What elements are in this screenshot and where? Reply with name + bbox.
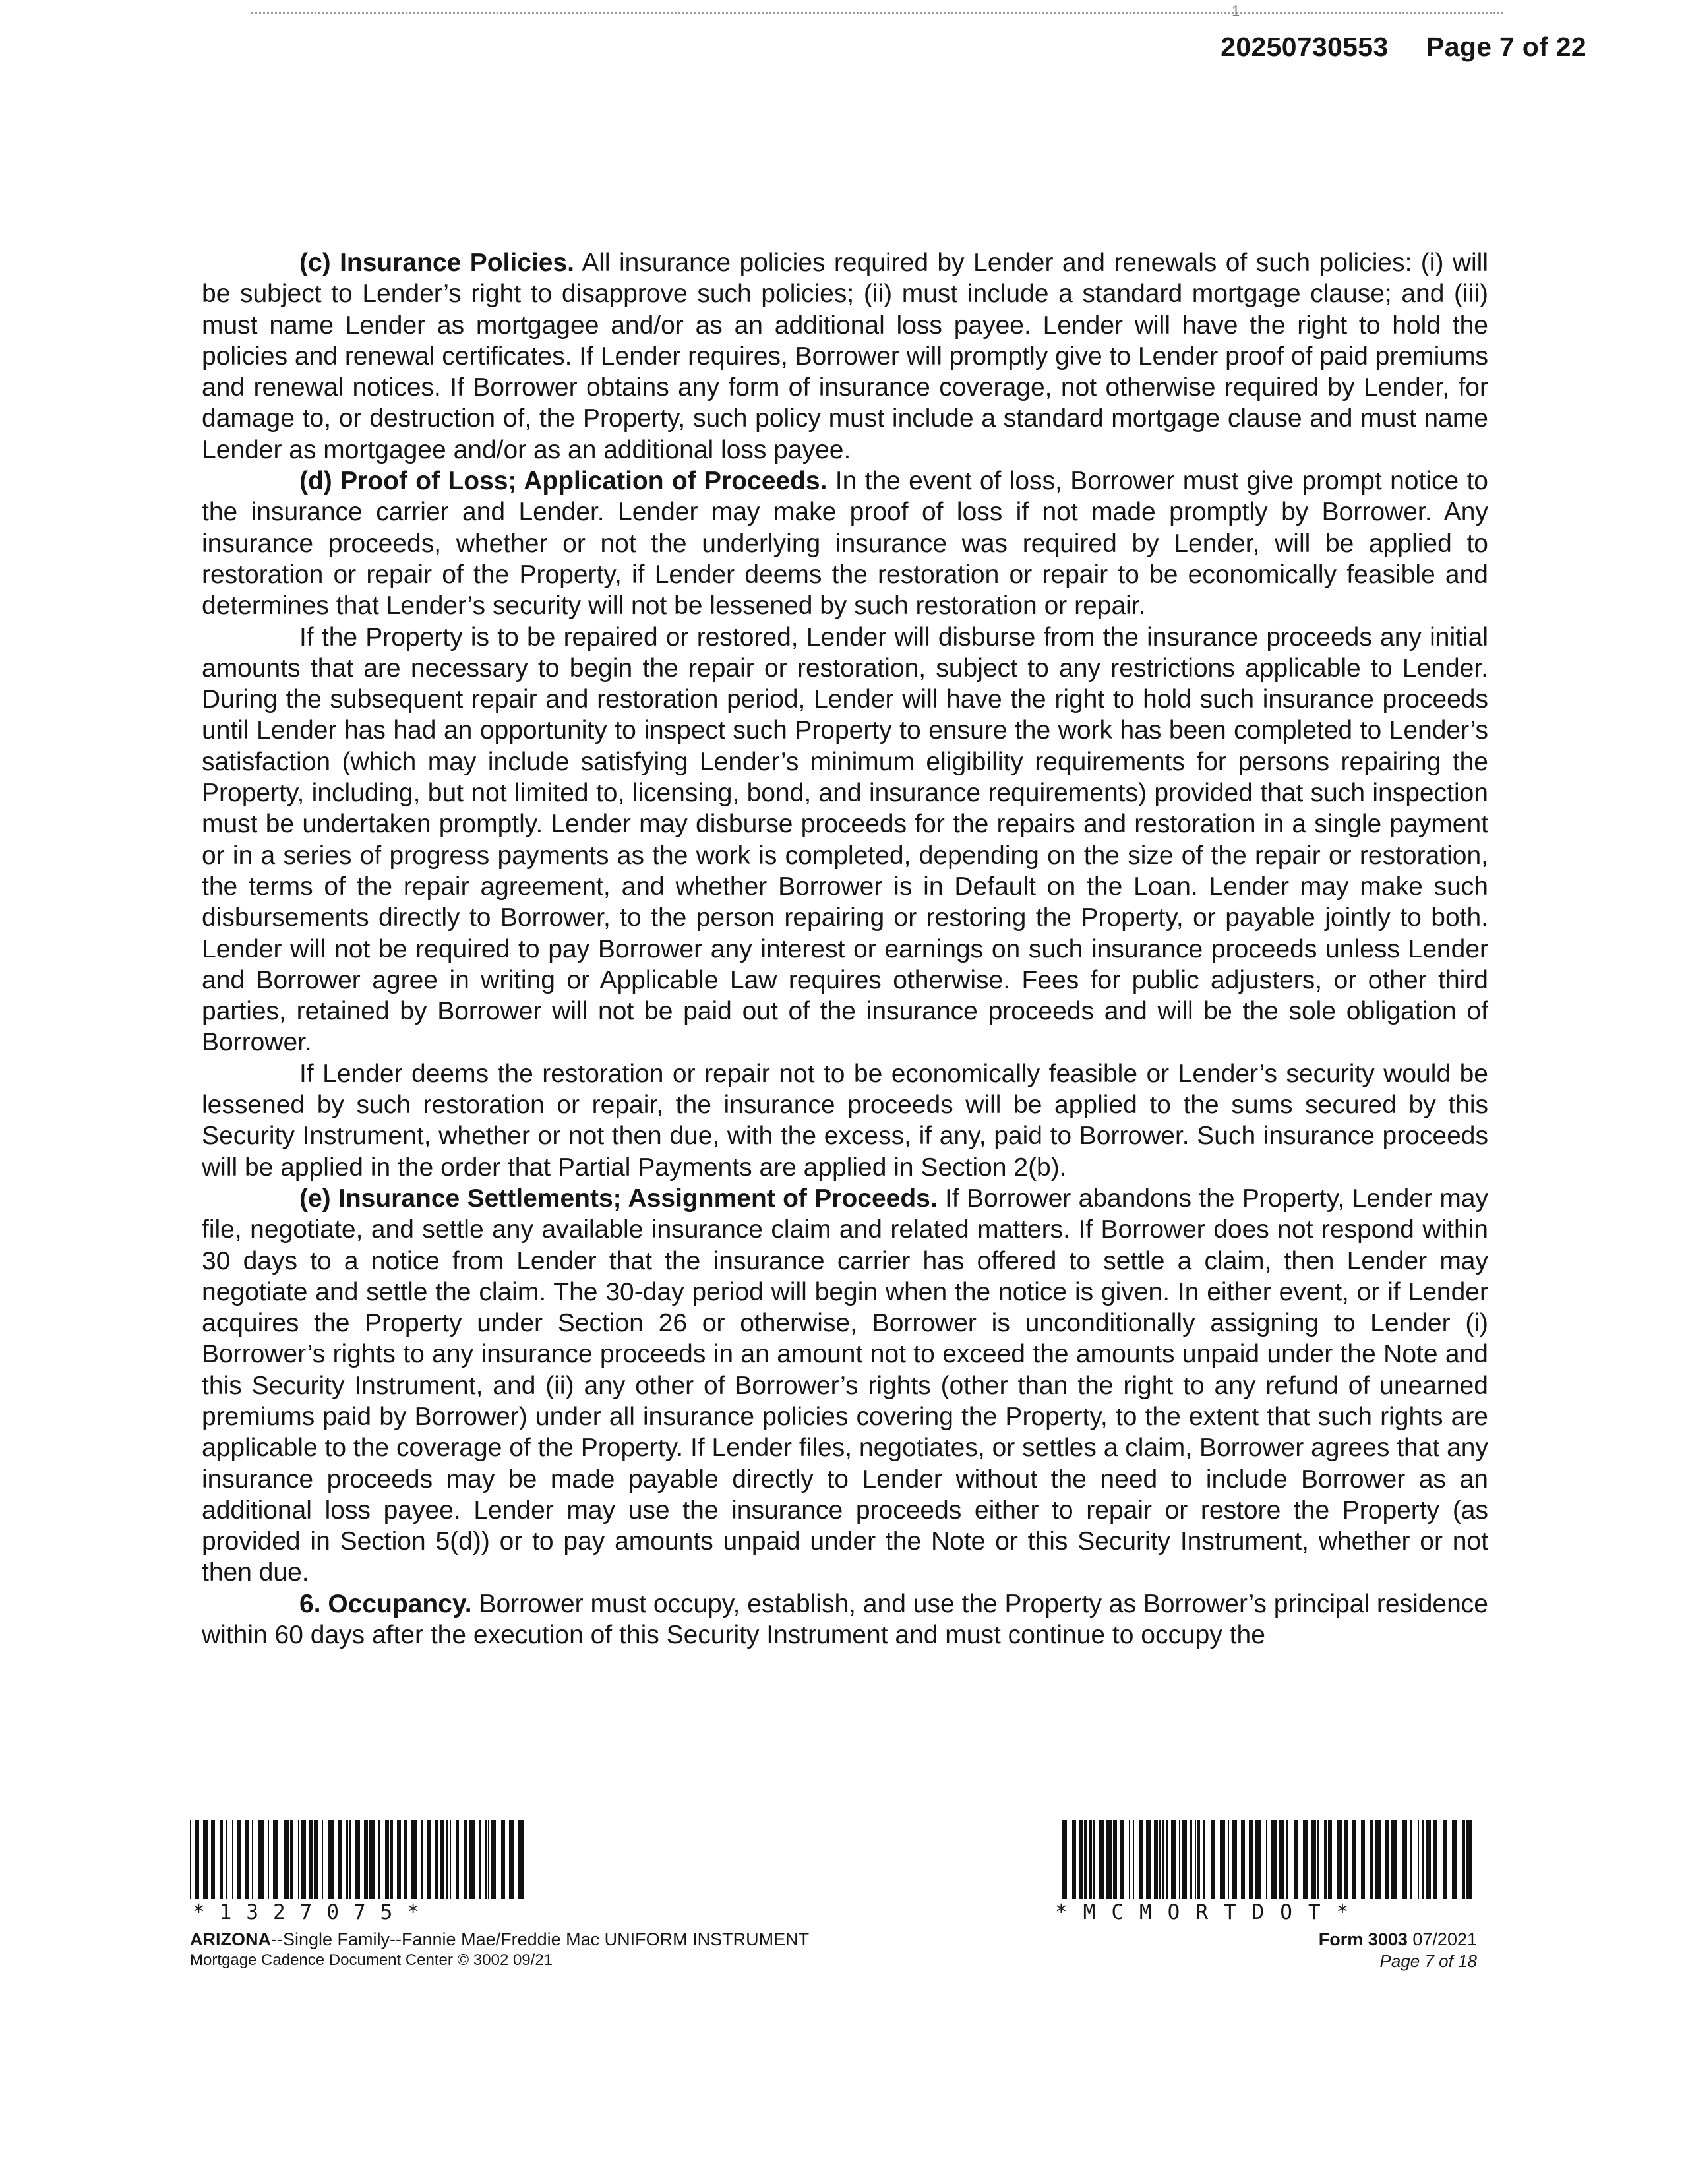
document-number: 20250730553: [1221, 32, 1389, 62]
barcode-bar: [1203, 1820, 1205, 1899]
barcode-bar: [1062, 1820, 1067, 1899]
barcode-bar: [298, 1820, 299, 1899]
barcode-bar: [346, 1820, 348, 1899]
barcode-bar: [1337, 1820, 1342, 1899]
barcode-bar: [1106, 1820, 1112, 1899]
barcode-bar: [1452, 1820, 1457, 1899]
paragraph-6-occupancy: [202, 1589, 1488, 1651]
barcode-bar: [195, 1820, 199, 1899]
paragraph-text: If the Property is to be repaired or restored, Lender will disburse from the insurance proceeds any initial amounts that are necessary to begin the repair or restoration, subject to any restrictions applicable to Lender. During the subsequent repair and restoration period, Lender will have the right to hold such insurance proceeds until Lender has had an opportunity to inspect such Property to ensure the work has been completed to Lender’s satisfaction (which may include satisfying Lender’s minimum eligibility requirements for persons repairing the Property, including, but not limited to, licensing, bond, and insurance requirements) provided that such inspection must be undertaken promptly. Lender may disburse proceeds for the repairs and restoration in a single payment or in a series of progress payments as the work is completed, depending on the size of the repair or restoration, the terms of the repair agreement, and whether Borrower is in Default on the Loan. Lender may make such disbursements directly to Borrower, to the person repairing or restoring the Property, or payable jointly to both. Lender will not be required to pay Borrower any interest or earnings on such insurance proceeds unless Lender and Borrower agree in writing or Applicable Law requires otherwise. Fees for public adjusters, or other third parties, retained by Borrower will not be paid out of the insurance proceeds and will be the sole obligation of Borrower.: [202, 622, 1488, 1057]
barcode-bar: [1079, 1820, 1083, 1899]
barcode-bar: [314, 1820, 318, 1899]
paragraph-text: In the event of loss, Borrower must give prompt notice to the insurance carrier and Lender. Lender may make proof of loss if not made promptly by Borrower. Any insurance proceeds, whether or not the underlying insurance was required by Lender, will be applied to restoration or repair of the Property, if Lender deems the restoration or repair to be economically feasible and determines that Lender’s security will not be lessened by such restoration or repair.: [202, 467, 1488, 621]
barcode-bar: [1385, 1820, 1389, 1899]
barcode-bar: [1462, 1820, 1465, 1899]
barcode-bar: [385, 1820, 389, 1899]
paragraph-text: If Borrower abandons the Property, Lender may file, negotiate, and settle any available insurance claim and related matters. If Borrower does not respond within 30 days to a notice from Lender that the insurance carrier has offered to settle a claim, then Lender may negotiate and settle the claim. The 30-day period will begin when the notice is given. In either event, or if Lender acquires the Property under Section 26 or otherwise, Borrower is unconditionally assigning to Lender (i) Borrower’s rights to any insurance proceeds in an amount not to exceed the amounts unpaid under the Note and this Security Instrument, and (ii) any other of Borrower’s rights (other than the right to any refund of unearned premiums paid by Borrower) under all insurance policies covering the Property, to the extent that such rights are applicable to the coverage of the Property. If Lender files, negotiates, or settles a claim, Borrower agrees that any insurance proceeds may be made payable directly to Lender without the need to include Borrower as an additional loss payee. Lender may use the insurance proceeds either to repair or restore the Property (as provided in Section 5(d)) or to pay amounts unpaid under the Note or this Security Instrument, whether or not then due.: [202, 1184, 1489, 1587]
barcode-bar: [1084, 1820, 1087, 1899]
barcode-bar: [301, 1820, 306, 1899]
barcode-bar: [355, 1820, 360, 1899]
barcode-bar: [456, 1820, 459, 1899]
barcode-bar: [284, 1820, 289, 1899]
barcode-bar: [1352, 1820, 1356, 1899]
barcode-bar: [404, 1820, 407, 1899]
barcode-bar: [1418, 1820, 1419, 1899]
barcode-bar: [1171, 1820, 1176, 1899]
barcode-bar: [1159, 1820, 1160, 1899]
barcode-bar: [237, 1820, 241, 1899]
paragraph-d-not-feasible: [202, 1058, 1488, 1183]
barcode-bar: [1166, 1820, 1168, 1899]
scan-artifact-mark: 1: [1232, 3, 1240, 19]
barcode-bar: [1402, 1820, 1407, 1899]
barcode-bar: [338, 1820, 342, 1899]
doc-type-barcode-text: *MCMORTDOT*: [1055, 1900, 1365, 1924]
form-title: [190, 1929, 915, 1950]
barcode-bar: [1311, 1820, 1316, 1899]
barcode-bar: [1286, 1820, 1288, 1899]
form-number-line: [1055, 1929, 1477, 1950]
barcode-bar: [397, 1820, 401, 1899]
form-date: 07/2021: [1412, 1929, 1477, 1949]
form-number: Form 3003: [1318, 1929, 1408, 1949]
barcode-bar: [469, 1820, 475, 1899]
barcode-bar: [1195, 1820, 1196, 1899]
barcode-bar: [1271, 1820, 1277, 1899]
barcode-bar: [1249, 1820, 1253, 1899]
section-heading: (d) Proof of Loss; Application of Proceeds.: [299, 467, 828, 496]
paragraph-e-insurance-settlements: [202, 1183, 1488, 1589]
barcode-bar: [322, 1820, 323, 1899]
barcode-bar: [1190, 1820, 1192, 1899]
barcode-bar: [1370, 1820, 1373, 1899]
form-subtitle: Mortgage Cadence Document Center © 3002 09/21: [190, 1951, 553, 1969]
section-heading: (c) Insurance Policies.: [299, 249, 574, 277]
barcode-bar: [1089, 1820, 1092, 1899]
paragraph-c-insurance-policies: [202, 247, 1488, 466]
barcode-bar: [1266, 1820, 1267, 1899]
barcode-bar: [1099, 1820, 1104, 1899]
barcode-bar: [1294, 1820, 1298, 1899]
barcode-bar: [203, 1820, 208, 1899]
recording-page-label: Page 7 of 22: [1426, 32, 1586, 62]
barcode-bar: [501, 1820, 505, 1899]
barcode-bar: [290, 1820, 293, 1899]
barcode-bar: [1139, 1820, 1143, 1899]
form-title-state: ARIZONA: [190, 1929, 271, 1949]
barcode-bar: [488, 1820, 489, 1899]
barcode-bar: [1211, 1820, 1215, 1899]
barcode-bar: [1113, 1820, 1117, 1899]
barcode-bar: [427, 1820, 431, 1899]
barcode-bar: [1129, 1820, 1130, 1899]
barcode-bar: [245, 1820, 249, 1899]
barcode-bar: [1241, 1820, 1245, 1899]
barcode-bar: [1146, 1820, 1151, 1899]
barcode-bar: [1093, 1820, 1095, 1899]
recording-header: [1221, 32, 1586, 63]
barcode-bar: [328, 1820, 334, 1899]
barcode-bar: [1197, 1820, 1200, 1899]
barcode-bar: [190, 1820, 191, 1899]
document-body: [202, 247, 1488, 1651]
barcode-bar: [220, 1820, 223, 1899]
barcode-bar: [1375, 1820, 1381, 1899]
barcode-bar: [378, 1820, 380, 1899]
paragraph-d-proof-of-loss: [202, 466, 1488, 621]
barcode-bar: [390, 1820, 393, 1899]
barcode-bar: [1466, 1820, 1472, 1899]
form-title-rest: --Single Family--Fannie Mae/Freddie Mac UNIFORM INSTRUMENT: [271, 1929, 810, 1949]
paragraph-text: Borrower must occupy, establish, and use the Property as Borrower’s principal residence within 60 days after the execution of this Security Instrument and must continue to occupy the: [202, 1589, 1488, 1650]
barcode-bar: [1255, 1820, 1261, 1899]
barcode-bar: [1317, 1820, 1319, 1899]
section-heading: (e) Insurance Settlements; Assignment of Proceeds.: [299, 1184, 938, 1213]
barcode-bar: [211, 1820, 215, 1899]
barcode-bar: [1410, 1820, 1412, 1899]
barcode-bar: [411, 1820, 417, 1899]
barcode-bar: [1179, 1820, 1180, 1899]
barcode-bar: [258, 1820, 264, 1899]
barcode-bar: [364, 1820, 368, 1899]
barcode-bar: [226, 1820, 227, 1899]
loan-barcode-text: *1327075*: [193, 1900, 434, 1924]
barcode-bar: [1391, 1820, 1397, 1899]
barcode-bar: [349, 1820, 351, 1899]
barcode-bar: [369, 1820, 375, 1899]
paragraph-text: If Lender deems the restoration or repair not to be economically feasible or Lender’s security would be lessened by such restoration or repair, the insurance proceeds will be applied to the sums secured by this Security Instrument, whether or not then due, with the excess, if any, paid to Borrower. Such insurance proceeds will be applied in the order that Partial Payments are applied in Section 2(b).: [202, 1059, 1488, 1182]
barcode-bar: [1072, 1820, 1076, 1899]
barcode-bar: [1361, 1820, 1365, 1899]
form-page: Page 7 of 18: [1379, 1951, 1477, 1971]
barcode-bar: [440, 1820, 444, 1899]
barcode-bar: [268, 1820, 269, 1899]
barcode-bar: [309, 1820, 313, 1899]
barcode-bar: [1154, 1820, 1158, 1899]
barcode-bar: [464, 1820, 467, 1899]
barcode-bar: [1303, 1820, 1308, 1899]
barcode-bar: [1433, 1820, 1437, 1899]
barcode-bar: [273, 1820, 278, 1899]
barcode-bar: [479, 1820, 481, 1899]
loan-barcode: [190, 1820, 915, 1899]
barcode-bar: [1220, 1820, 1225, 1899]
barcode-bar: [509, 1820, 514, 1899]
barcode-bar: [1426, 1820, 1431, 1899]
barcode-bar: [450, 1820, 451, 1899]
barcode-bar: [446, 1820, 448, 1899]
barcode-bar: [1162, 1820, 1164, 1899]
barcode-bar: [1232, 1820, 1237, 1899]
barcode-bar: [1344, 1820, 1348, 1899]
barcode-bar: [1228, 1820, 1229, 1899]
barcode-bar: [1443, 1820, 1447, 1899]
paragraph-text: All insurance policies required by Lender and renewals of such policies: (i) will be subject to Lender’s right to disapprove such policies; (ii) must include a standard mortgage clause; and (iii) must name Lender as mortgagee and/or as an additional loss payee. Lender will have the right to hold the policies and renewal certificates. If Lender requires, Borrower will promptly give to Lender proof of paid premiums and renewal notices. If Borrower obtains any form of insurance coverage, not otherwise required by Lender, for damage to, or destruction of, the Property, such policy must include a standard mortgage clause and must name Lender as mortgagee and/or as an additional loss payee.: [202, 249, 1489, 464]
barcode-bar: [1324, 1820, 1327, 1899]
barcode-bar: [491, 1820, 496, 1899]
section-heading: 6. Occupancy.: [299, 1589, 472, 1618]
paragraph-d-repair-disbursement: [202, 622, 1488, 1058]
barcode-bar: [1182, 1820, 1187, 1899]
doc-type-barcode: [1062, 1820, 1477, 1899]
barcode-bar: [1279, 1820, 1284, 1899]
barcode-bar: [1422, 1820, 1424, 1899]
barcode-bar: [485, 1820, 487, 1899]
barcode-bar: [435, 1820, 438, 1899]
barcode-bar: [1328, 1820, 1332, 1899]
footer-right: [1055, 1820, 1477, 1972]
barcode-bar: [1133, 1820, 1134, 1899]
scan-artifact-line: [251, 12, 1503, 14]
barcode-bar: [1120, 1820, 1124, 1899]
barcode-bar: [232, 1820, 233, 1899]
footer-left: [190, 1820, 915, 1970]
barcode-bar: [421, 1820, 423, 1899]
barcode-bar: [518, 1820, 524, 1899]
barcode-bar: [252, 1820, 253, 1899]
